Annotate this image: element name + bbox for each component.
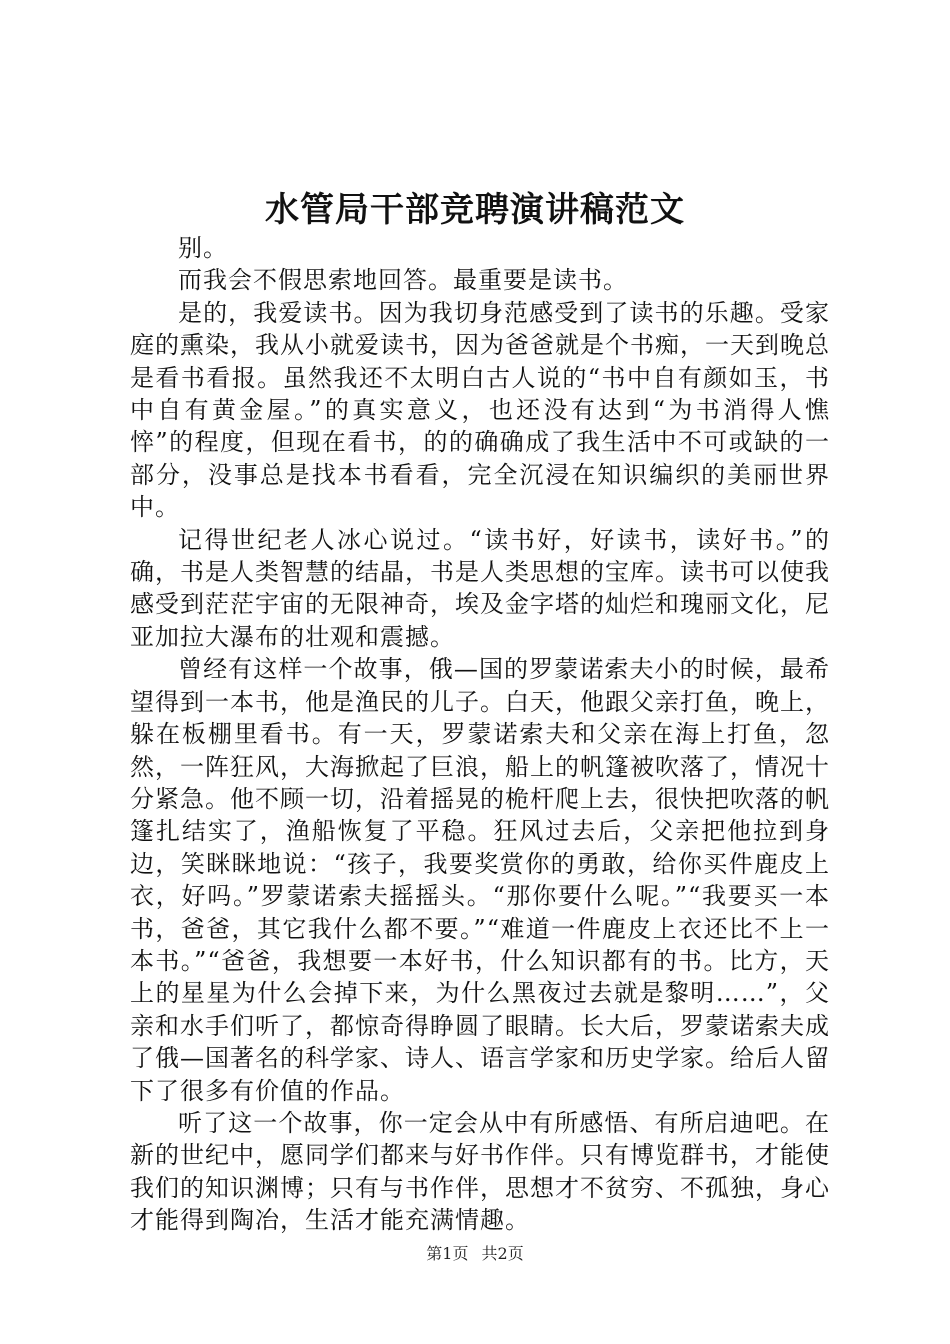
paragraph: 曾经有这样一个故事，俄—国的罗蒙诺索夫小的时候，最希望得到一本书，他是渔民的儿子。白天，他跟父亲打鱼，晚上，躲在板棚里看书。有一天，罗蒙诺索夫和父亲在海上打鱼，忽然，一阵狂风，大海掀起了巨浪，船上的帆篷被吹落了，情况十分紧急。他不顾一切，沿着摇晃的桅杆爬上去，很快把吹落的帆篷扎结实了，渔船恢复了平稳。狂风过去后，父亲把他拉到身边，笑眯眯地说：“孩子，我要奖赏你的勇敢，给你买件鹿皮上衣，好吗。”罗蒙诺索夫摇摇头。“那你要什么呢。”“我要买一本书，爸爸，其它我什么都不要。”“难道一件鹿皮上衣还比不上一本书。”“爸爸，我想要一本好书，什么知识都有的书。比方，天上的星星为什么会掉下来，为什么黑夜过去就是黎明……”，父亲和水手们听了，都惊奇得睁圆了眼睛。长大后，罗蒙诺索夫成了俄—国著名的科学家、诗人、语言学家和历史学家。给后人留下了很多有价值的作品。: [130, 655, 830, 1105]
paragraph: 别。: [178, 234, 228, 262]
document-title: 水管局干部竞聘演讲稿范文: [265, 190, 685, 230]
paragraph: 记得世纪老人冰心说过。“读书好，好读书，读好书。”的确，书是人类智慧的结晶，书是人类思想的宝库。读书可以使我感受到茫茫宇宙的无限神奇，埃及金字塔的灿烂和瑰丽文化，尼亚加拉大瀑布的壮观和震撼。: [130, 525, 830, 651]
current-page-number: 第1页: [426, 1244, 469, 1263]
page-footer: [0, 1244, 950, 1264]
paragraph: 是的，我爱读书。因为我切身范感受到了读书的乐趣。受家庭的熏染，我从小就爱读书，因为爸爸就是个书痴，一天到晚总是看书看报。虽然我还不太明白古人说的“书中自有颜如玉，书中自有黄金屋。”的真实意义，也还没有达到“为书消得人憔悴”的程度，但现在看书，的的确确成了我生活中不可或缺的一部分，没事总是找本书看看，完全沉浸在知识编织的美丽世界中。: [130, 298, 830, 522]
document-body: [130, 232, 830, 1237]
total-page-count: 共2页: [481, 1244, 524, 1263]
paragraph: 听了这一个故事，你一定会从中有所感悟、有所启迪吧。在新的世纪中，愿同学们都来与好书作伴。只有博览群书，才能使我们的知识渊博；只有与书作伴，思想才不贫穷、不孤独，身心才能得到陶冶，生活才能充满情趣。: [130, 1108, 830, 1235]
paragraph: 而我会不假思索地回答。最重要是读书。: [178, 266, 628, 295]
